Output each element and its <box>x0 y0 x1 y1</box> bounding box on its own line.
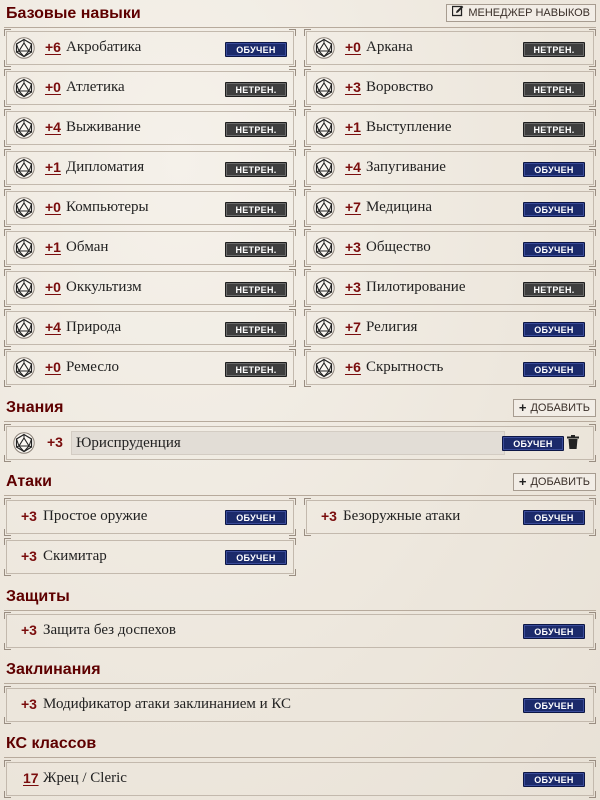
d20-icon[interactable] <box>313 357 335 379</box>
skill-proficiency-badge[interactable]: ОБУЧЕН <box>523 362 585 377</box>
skill-row <box>6 191 294 225</box>
d20-icon[interactable] <box>13 432 35 454</box>
skill-name: Атлетика <box>66 79 125 95</box>
skill-modifier[interactable]: +3 <box>345 239 361 255</box>
add-attack-button[interactable] <box>513 473 596 491</box>
section-defenses <box>4 586 596 611</box>
skill-name: Аркана <box>366 39 413 55</box>
skill-row <box>6 31 294 65</box>
defense-proficiency-badge[interactable]: ОБУЧЕН <box>523 624 585 639</box>
skill-modifier[interactable]: +0 <box>45 279 61 295</box>
skill-proficiency-badge[interactable]: НЕТРЕН. <box>225 162 287 177</box>
skill-proficiency-badge[interactable]: ОБУЧЕН <box>225 42 287 57</box>
skill-modifier[interactable]: +0 <box>45 359 61 375</box>
skill-name: Компьютеры <box>66 199 149 215</box>
d20-icon[interactable] <box>313 277 335 299</box>
attack-row <box>306 500 594 534</box>
skill-name: Общество <box>366 239 431 255</box>
skill-row <box>306 311 594 345</box>
d20-icon[interactable] <box>13 37 35 59</box>
skill-name: Выступление <box>366 119 452 135</box>
skill-proficiency-badge[interactable]: НЕТРЕН. <box>225 282 287 297</box>
spell-name: Модификатор атаки заклинанием и КС <box>43 696 292 712</box>
attack-modifier: +3 <box>321 508 337 524</box>
skill-name: Дипломатия <box>66 159 145 175</box>
section-title: Базовые навыки <box>6 5 141 22</box>
skill-proficiency-badge[interactable]: НЕТРЕН. <box>225 122 287 137</box>
skill-proficiency-badge[interactable]: ОБУЧЕН <box>523 242 585 257</box>
skill-proficiency-badge[interactable]: ОБУЧЕН <box>523 322 585 337</box>
d20-icon[interactable] <box>313 197 335 219</box>
lore-row <box>6 426 594 460</box>
d20-icon[interactable] <box>313 157 335 179</box>
skill-modifier[interactable]: +4 <box>45 119 61 135</box>
section-title: Атаки <box>6 473 52 490</box>
skill-name: Акробатика <box>66 39 142 55</box>
attack-proficiency-badge[interactable]: ОБУЧЕН <box>523 510 585 525</box>
skill-proficiency-badge[interactable]: ОБУЧЕН <box>523 162 585 177</box>
skill-manager-label: МЕНЕДЖЕР НАВЫКОВ <box>468 7 590 19</box>
d20-icon[interactable] <box>313 77 335 99</box>
skill-proficiency-badge[interactable]: НЕТРЕН. <box>523 282 585 297</box>
skill-name: Оккультизм <box>66 279 142 295</box>
skill-modifier[interactable]: +0 <box>45 199 61 215</box>
skill-row <box>6 111 294 145</box>
class-dc-row <box>6 762 594 796</box>
skill-name: Пилотирование <box>366 279 466 295</box>
skill-modifier[interactable]: +7 <box>345 199 361 215</box>
skill-proficiency-badge[interactable]: НЕТРЕН. <box>225 202 287 217</box>
skill-name: Ремесло <box>66 359 119 375</box>
skill-proficiency-badge[interactable]: НЕТРЕН. <box>523 82 585 97</box>
section-title: Защиты <box>6 588 70 605</box>
skill-row <box>6 71 294 105</box>
attack-name: Безоружные атаки <box>343 508 461 524</box>
add-lore-label: ДОБАВИТЬ <box>530 402 590 414</box>
plus-icon: + <box>518 400 527 415</box>
skill-row <box>306 151 594 185</box>
skill-modifier[interactable]: +6 <box>345 359 361 375</box>
section-attacks <box>4 471 596 496</box>
skill-name: Скрытность <box>366 359 444 375</box>
skill-modifier[interactable]: +1 <box>345 119 361 135</box>
section-title: Заклинания <box>6 661 101 678</box>
d20-icon[interactable] <box>13 77 35 99</box>
skill-row <box>306 111 594 145</box>
class-dc-name: Жрец / Cleric <box>43 770 127 786</box>
skill-proficiency-badge[interactable]: НЕТРЕН. <box>225 242 287 257</box>
skill-proficiency-badge[interactable]: НЕТРЕН. <box>225 322 287 337</box>
d20-icon[interactable] <box>13 357 35 379</box>
skill-modifier[interactable]: +6 <box>45 39 61 55</box>
skill-modifier[interactable]: +1 <box>45 159 61 175</box>
section-lore <box>4 397 596 422</box>
d20-icon[interactable] <box>13 197 35 219</box>
skill-row <box>6 271 294 305</box>
spell-proficiency-badge[interactable]: ОБУЧЕН <box>523 698 585 713</box>
d20-icon[interactable] <box>313 237 335 259</box>
skill-row <box>6 231 294 265</box>
skill-row <box>306 351 594 385</box>
attack-proficiency-badge[interactable]: ОБУЧЕН <box>225 550 287 565</box>
lore-proficiency-badge[interactable]: ОБУЧЕН <box>502 436 564 451</box>
edit-icon <box>452 4 464 22</box>
spell-modifier: +3 <box>21 696 37 712</box>
skill-manager-button[interactable] <box>446 4 596 22</box>
attack-row <box>6 540 294 574</box>
lore-modifier: +3 <box>47 434 63 450</box>
attack-proficiency-badge[interactable]: ОБУЧЕН <box>225 510 287 525</box>
trash-icon[interactable] <box>567 435 579 449</box>
section-class-dc <box>4 733 596 758</box>
d20-icon[interactable] <box>313 117 335 139</box>
lore-name-input[interactable] <box>71 431 505 455</box>
skill-modifier[interactable]: +1 <box>45 239 61 255</box>
d20-icon[interactable] <box>13 157 35 179</box>
skill-modifier[interactable]: +0 <box>345 39 361 55</box>
plus-icon: + <box>518 474 527 489</box>
d20-icon[interactable] <box>313 317 335 339</box>
skill-proficiency-badge[interactable]: НЕТРЕН. <box>225 82 287 97</box>
skill-name: Природа <box>66 319 122 335</box>
skill-name: Медицина <box>366 199 432 215</box>
skill-row <box>306 271 594 305</box>
skill-row <box>306 191 594 225</box>
section-spells <box>4 659 596 684</box>
skill-modifier[interactable]: +4 <box>45 319 61 335</box>
add-lore-button[interactable] <box>513 399 596 417</box>
skill-modifier[interactable]: +3 <box>345 279 361 295</box>
skill-row <box>6 151 294 185</box>
skill-name: Обман <box>66 239 109 255</box>
skill-proficiency-badge[interactable]: ОБУЧЕН <box>523 202 585 217</box>
d20-icon[interactable] <box>313 37 335 59</box>
class-dc-proficiency-badge[interactable]: ОБУЧЕН <box>523 772 585 787</box>
attack-row <box>6 500 294 534</box>
skill-row <box>6 311 294 345</box>
section-title: КС классов <box>6 735 97 752</box>
d20-icon[interactable] <box>13 317 35 339</box>
skill-proficiency-badge[interactable]: НЕТРЕН. <box>523 122 585 137</box>
skill-name: Запугивание <box>366 159 446 175</box>
defense-row <box>6 614 594 648</box>
section-basic-skills <box>4 3 596 28</box>
d20-icon[interactable] <box>13 277 35 299</box>
skill-modifier[interactable]: +3 <box>345 79 361 95</box>
attack-name: Простое оружие <box>43 508 148 524</box>
attack-name: Скимитар <box>43 548 107 564</box>
skill-row <box>306 71 594 105</box>
skill-modifier[interactable]: +4 <box>345 159 361 175</box>
skill-name: Выживание <box>66 119 141 135</box>
skill-row <box>6 351 294 385</box>
d20-icon[interactable] <box>13 117 35 139</box>
skill-row <box>306 231 594 265</box>
skill-name: Религия <box>366 319 418 335</box>
skill-modifier[interactable]: +7 <box>345 319 361 335</box>
d20-icon[interactable] <box>13 237 35 259</box>
attack-modifier: +3 <box>21 508 37 524</box>
spell-row <box>6 688 594 722</box>
skill-name: Воровство <box>366 79 434 95</box>
defense-name: Защита без доспехов <box>43 622 177 638</box>
skill-row <box>306 31 594 65</box>
defense-modifier: +3 <box>21 622 37 638</box>
add-attack-label: ДОБАВИТЬ <box>530 476 590 488</box>
class-dc-value: 17 <box>23 770 39 786</box>
skill-proficiency-badge[interactable]: НЕТРЕН. <box>225 362 287 377</box>
attack-modifier: +3 <box>21 548 37 564</box>
section-title: Знания <box>6 399 64 416</box>
skill-modifier[interactable]: +0 <box>45 79 61 95</box>
skill-proficiency-badge[interactable]: НЕТРЕН. <box>523 42 585 57</box>
